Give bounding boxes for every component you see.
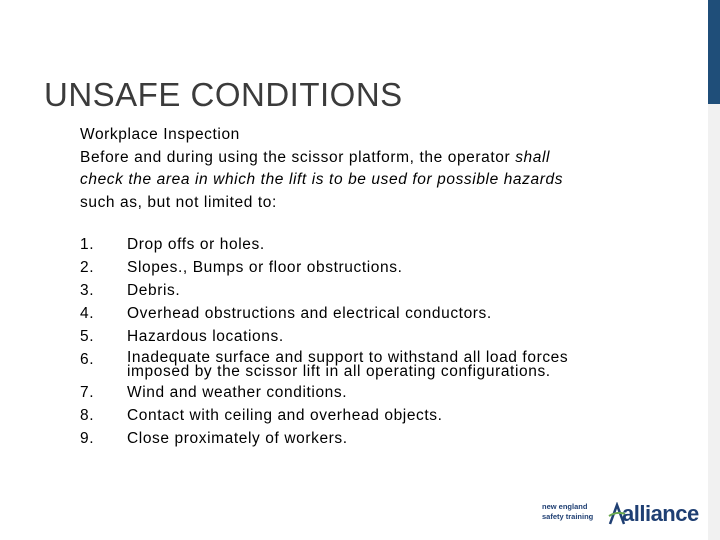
hazard-list xyxy=(80,233,640,450)
list-item-text: Close proximately of workers. xyxy=(127,430,348,447)
list-item xyxy=(80,302,640,325)
alliance-logo xyxy=(542,500,699,530)
list-item xyxy=(80,404,640,427)
list-item-text: Wind and weather conditions. xyxy=(127,384,348,401)
intro-text-start: Before and during using the scissor platform, the operator xyxy=(80,148,516,166)
intro-text xyxy=(80,147,640,170)
list-item-number: 8. xyxy=(80,407,95,424)
list-item-number: 4. xyxy=(80,305,95,322)
logo-line-1: new england xyxy=(542,502,588,511)
list-item-text: Drop offs or holes. xyxy=(127,236,265,253)
intro-emphasis-check: check the area in which the lift is to be used for possible hazards xyxy=(80,171,564,188)
list-item xyxy=(80,325,640,348)
list-item-text: Overhead obstructions and electrical conductors. xyxy=(127,305,492,322)
intro-heading: Workplace Inspection xyxy=(80,126,240,143)
list-item-number: 6. xyxy=(80,351,95,368)
list-item-number: 2. xyxy=(80,259,95,276)
intro-emphasis-shall: shall xyxy=(515,148,551,166)
list-item xyxy=(80,348,640,381)
list-item-text: Slopes., Bumps or floor obstructions. xyxy=(127,259,403,276)
list-item-text: Debris. xyxy=(127,282,181,299)
intro-block xyxy=(80,124,640,214)
list-item-number: 3. xyxy=(80,282,95,299)
intro-emphasis-line xyxy=(80,169,640,192)
logo-tagline xyxy=(542,502,593,522)
list-item xyxy=(80,427,640,450)
list-item-number: 9. xyxy=(80,430,95,447)
list-item-number: 5. xyxy=(80,328,95,345)
list-item-text: Contact with ceiling and overhead objects. xyxy=(127,407,443,424)
list-item xyxy=(80,381,640,404)
logo-wordmark: alliance xyxy=(622,501,699,526)
intro-text-end: such as, but not limited to: xyxy=(80,193,277,211)
side-bar-accent xyxy=(708,0,720,104)
logo-line-2: safety training xyxy=(542,512,594,521)
list-item-text: Inadequate surface and support to withstand all load forces imposed by the scissor lift in all operating configurations. xyxy=(127,349,569,380)
list-item-number: 1. xyxy=(80,236,95,253)
list-item xyxy=(80,233,640,256)
list-item-number: 7. xyxy=(80,384,95,401)
slide-title: UNSAFE CONDITIONS xyxy=(44,76,403,113)
list-item-text: Hazardous locations. xyxy=(127,328,284,345)
list-item xyxy=(80,279,640,302)
list-item xyxy=(80,256,640,279)
side-bar xyxy=(708,0,720,540)
